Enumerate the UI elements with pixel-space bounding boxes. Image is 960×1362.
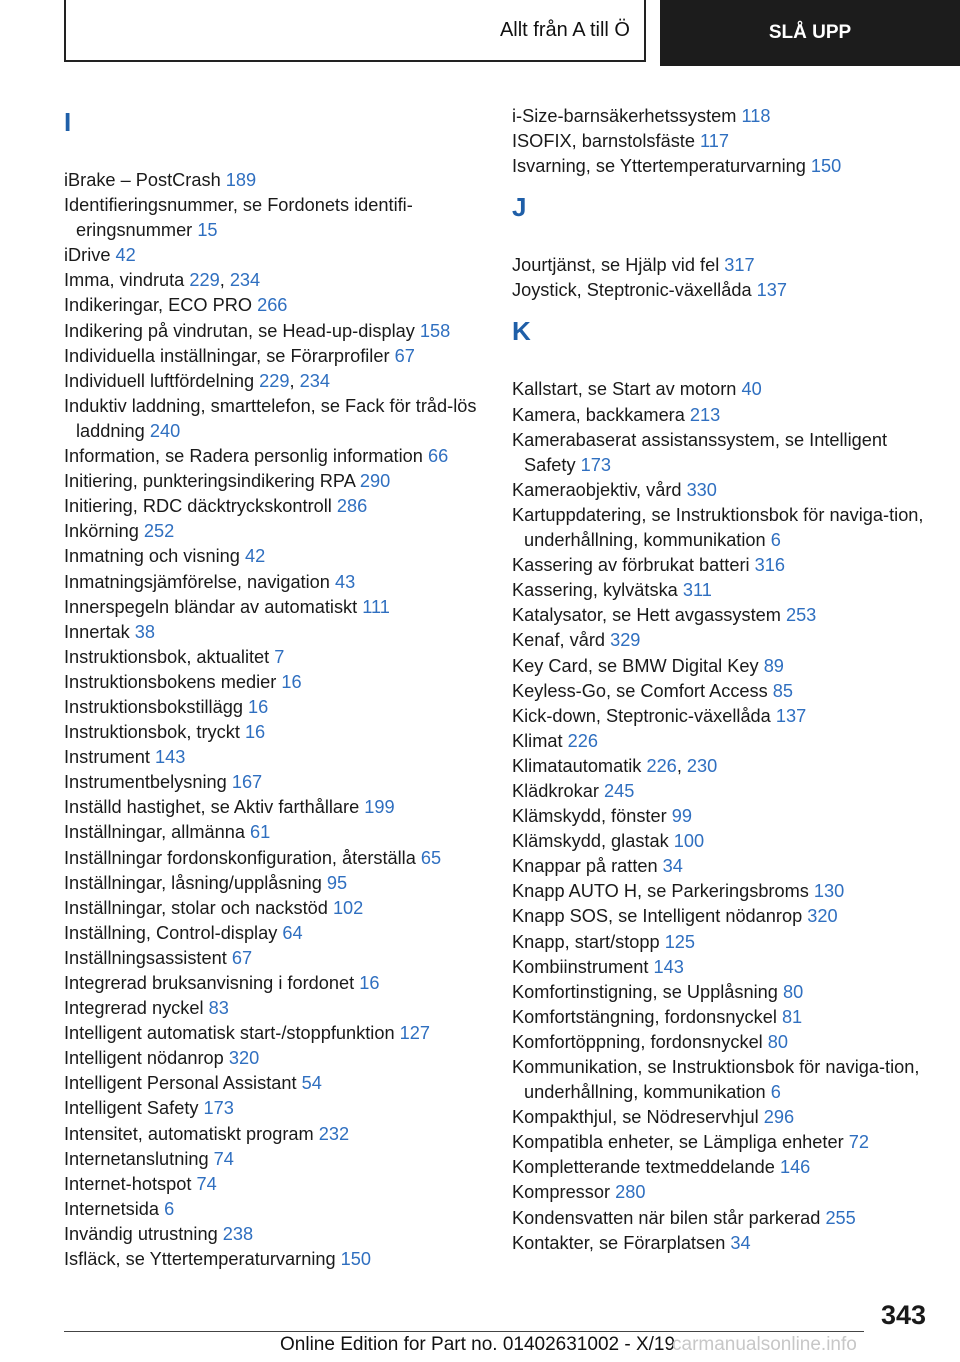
page-link[interactable]: 316	[754, 555, 785, 576]
index-entry	[512, 129, 932, 154]
page-link[interactable]: 34	[662, 856, 683, 877]
index-entry	[64, 1197, 484, 1222]
page-number: 343	[880, 1300, 926, 1330]
page-link[interactable]: 320	[807, 906, 838, 927]
index-entry	[64, 745, 484, 770]
index-entry	[64, 1096, 484, 1121]
entry-text: Instruktionsbokens medier	[64, 671, 277, 692]
entry-text: Kallstart, se Start av motorn	[512, 379, 737, 400]
entry-text: Integrerad nyckel	[64, 998, 204, 1019]
index-entry	[512, 679, 932, 704]
page-link[interactable]: 42	[115, 245, 136, 266]
page-link[interactable]: 173	[203, 1098, 234, 1119]
entry-text: Intelligent nödanrop	[64, 1048, 224, 1069]
page-link[interactable]: 240	[149, 420, 181, 441]
entry-text: Instruktionsbok, aktualitet	[64, 646, 270, 667]
page-link[interactable]: 61	[250, 822, 271, 843]
entry-text: Individuella inställningar, se Förarprofiler	[64, 345, 390, 366]
entry-text: Innerspegeln bländar av automatiskt	[64, 596, 358, 617]
entry-text: Keyless-Go, se Comfort Access	[512, 680, 768, 701]
page-link[interactable]: 6	[164, 1198, 175, 1219]
entry-text: Inställningsassistent	[64, 947, 227, 968]
footer-divider	[64, 1331, 864, 1332]
index-entry	[64, 670, 484, 695]
page-link[interactable]: 213	[689, 404, 721, 425]
index-entry	[512, 428, 932, 478]
index-entry	[512, 729, 932, 754]
entry-text: Instruktionsbok, tryckt	[64, 722, 240, 743]
page-link[interactable]: 238	[222, 1223, 254, 1244]
entry-text: Kenaf, vård	[512, 630, 606, 651]
index-section	[512, 317, 932, 1255]
page-link[interactable]: 38	[134, 621, 156, 642]
index-entry	[64, 971, 484, 996]
page-link[interactable]: 245	[604, 780, 635, 801]
index-entry	[64, 1247, 484, 1272]
entry-text: Intelligent automatisk start-/stoppfunktion	[64, 1023, 395, 1044]
index-entry	[64, 268, 484, 293]
entry-text: Inkörning	[64, 521, 139, 542]
page-link[interactable]: 74	[213, 1148, 234, 1169]
page-link[interactable]: 16	[248, 696, 269, 717]
entry-text: Invändig utrustning	[64, 1223, 218, 1244]
page-link[interactable]: 66	[427, 446, 449, 467]
index-entry	[512, 654, 932, 679]
page-link[interactable]: 99	[671, 806, 692, 827]
page-link[interactable]: 125	[664, 931, 696, 952]
page-link[interactable]: 317	[724, 255, 755, 276]
index-entry	[512, 1105, 932, 1130]
entry-text: Kamerabaserat assistanssystem, se Intelligent Safety	[512, 429, 888, 475]
entry-text: Klämskydd, glastak	[512, 831, 669, 852]
entry-text: Imma, vindruta	[64, 270, 185, 291]
page-link[interactable]: 67	[394, 345, 415, 366]
index-entry	[64, 1021, 484, 1046]
entry-text: Knapp AUTO H, se Parkeringsbroms	[512, 881, 809, 902]
entry-text: Kontakter, se Förarplatsen	[512, 1232, 726, 1253]
index-entry	[512, 1030, 932, 1055]
entry-text: Knappar på ratten	[512, 856, 658, 877]
watermark: carmanualsonline.info	[672, 1334, 857, 1355]
page-link[interactable]: 72	[848, 1132, 869, 1153]
entry-text: Komfortstängning, fordonsnyckel	[512, 1006, 777, 1027]
entry-text: Kondensvatten när bilen står parkerad	[512, 1207, 821, 1228]
index-entry	[64, 544, 484, 569]
entry-text: Integrerad bruksanvisning i fordonet	[64, 973, 355, 993]
entry-text: Kassering av förbrukat batteri	[512, 555, 750, 576]
page-link[interactable]: 234	[229, 270, 261, 291]
entry-text: Internetanslutning	[64, 1148, 209, 1169]
index-entry	[64, 494, 484, 519]
entry-text: Individuell luftfördelning	[64, 370, 255, 391]
entry-text: Information, se Radera personlig information	[64, 446, 423, 467]
index-entry	[512, 1155, 932, 1180]
entry-text: Identifieringsnummer, se Fordonets identifi‐eringsnummer	[64, 195, 413, 241]
page-link[interactable]: 150	[810, 156, 842, 177]
entry-text: Instruktionsbokstillägg	[64, 696, 243, 717]
page-link[interactable]: 16	[281, 671, 302, 692]
index-entry	[64, 519, 484, 544]
index-entry	[512, 578, 932, 603]
entry-text: Komfortöppning, fordonsnyckel	[512, 1031, 763, 1052]
index-entry	[64, 193, 484, 243]
entry-text: ISOFIX, barnstolsfäste	[512, 131, 695, 152]
page-link[interactable]: 320	[228, 1048, 260, 1069]
entry-text: Inställningar, allmänna	[64, 822, 245, 843]
page-link[interactable]: 7	[274, 646, 285, 667]
entry-text: Indikeringar, ECO PRO	[64, 295, 253, 316]
entry-text: Indikering på vindrutan, se Head-up-display	[64, 320, 415, 341]
index-entry	[64, 720, 484, 745]
page-link[interactable]: 83	[208, 998, 229, 1019]
page-link[interactable]: 280	[615, 1182, 646, 1203]
index-entry	[64, 570, 484, 595]
page-link[interactable]: 226	[567, 730, 598, 751]
page-link[interactable]: 330	[686, 479, 717, 500]
index-entry	[512, 403, 932, 428]
entry-text: Isfläck, se Yttertemperaturvarning	[64, 1249, 336, 1270]
index-entry	[64, 695, 484, 720]
index-entry	[512, 930, 932, 955]
page-link[interactable]: 40	[741, 379, 762, 400]
entry-text: Klimat	[512, 730, 563, 751]
index-section	[512, 193, 932, 303]
page-link[interactable]: 290	[359, 471, 391, 492]
entry-text: Inställningar fordonskonfiguration, återställa	[64, 847, 416, 868]
index-entry	[512, 704, 932, 729]
page-link[interactable]: 253	[785, 605, 817, 626]
index-entry	[64, 444, 484, 469]
index-entry	[512, 1055, 932, 1105]
index-entry	[64, 469, 484, 494]
page-link[interactable]: 229	[189, 270, 220, 291]
page-separator: ,	[289, 370, 300, 391]
page-link[interactable]: 226	[646, 755, 677, 776]
index-entry	[512, 754, 932, 779]
index-entry	[512, 503, 932, 553]
index-entry	[512, 628, 932, 653]
index-entry	[512, 980, 932, 1005]
index-entry	[512, 804, 932, 829]
index-entry	[64, 1147, 484, 1172]
entry-text: Inmatningsjämförelse, navigation	[64, 571, 330, 592]
entry-text: Kamera, backkamera	[512, 404, 685, 425]
index-column-left	[64, 104, 484, 1272]
entry-text: Kompletterande textmeddelande	[512, 1157, 775, 1178]
page-link[interactable]: 255	[825, 1207, 856, 1228]
index-entry	[512, 278, 932, 303]
entry-text: i-Size-barnsäkerhetssystem	[512, 106, 737, 126]
index-entry	[512, 104, 932, 129]
entry-text: Klimatautomatik	[512, 755, 642, 776]
page-link[interactable]: 34	[730, 1232, 751, 1253]
page-link[interactable]: 85	[772, 680, 794, 701]
entry-text: Inmatning och visning	[64, 546, 240, 567]
page-link[interactable]: 146	[779, 1157, 811, 1178]
index-entry	[64, 795, 484, 820]
page-link[interactable]: 234	[299, 370, 330, 391]
entry-text: Kameraobjektiv, vård	[512, 479, 682, 500]
page-link[interactable]: 137	[775, 705, 807, 726]
page-link[interactable]: 230	[686, 755, 718, 776]
section-letter: I	[64, 107, 72, 137]
page-link[interactable]: 81	[781, 1006, 803, 1027]
entry-text: Instrumentbelysning	[64, 772, 227, 793]
index-entry	[64, 645, 484, 670]
page-link[interactable]: 100	[673, 831, 705, 852]
entry-text: Kassering, kylvätska	[512, 580, 678, 601]
page-link[interactable]: 64	[282, 922, 303, 943]
page-link[interactable]: 311	[682, 580, 712, 601]
page-link[interactable]: 111	[362, 596, 390, 617]
index-entry	[512, 879, 932, 904]
page-link[interactable]: 89	[763, 655, 784, 676]
page-link[interactable]: 229	[259, 370, 290, 391]
entry-text: Klämskydd, fönster	[512, 806, 667, 827]
index-entry	[512, 1180, 932, 1205]
index-entry	[64, 1222, 484, 1247]
entry-text: Kartuppdatering, se Instruktionsbok för naviga‐tion, underhållning, kommunikation	[512, 504, 924, 551]
index-entry	[512, 377, 932, 402]
page-link[interactable]: 143	[653, 956, 684, 977]
tab-lookup[interactable]: SLÅ UPP	[660, 0, 960, 66]
index-entry	[64, 1172, 484, 1197]
page-link[interactable]: 42	[244, 546, 266, 567]
page-link[interactable]: 127	[399, 1023, 431, 1044]
index-column-right	[512, 104, 932, 1256]
index-entry	[64, 319, 484, 344]
entry-text: Knapp, start/stopp	[512, 931, 660, 952]
section-letter: K	[512, 316, 531, 347]
page-link[interactable]: 189	[225, 170, 257, 190]
index-entry	[512, 478, 932, 503]
page-link[interactable]: 150	[340, 1249, 372, 1270]
index-entry	[512, 1231, 932, 1256]
page-link[interactable]: 6	[770, 1082, 781, 1103]
index-entry	[512, 904, 932, 929]
entry-text: Initiering, punkteringsindikering RPA	[64, 471, 355, 492]
page-link[interactable]: 67	[231, 947, 253, 968]
entry-text: Inställningar, stolar och nackstöd	[64, 897, 328, 918]
page-link[interactable]: 173	[580, 454, 611, 475]
entry-text: Inställd hastighet, se Aktiv farthållare	[64, 797, 360, 818]
index-section	[512, 104, 932, 179]
page-link[interactable]: 266	[257, 295, 288, 316]
page-link[interactable]: 74	[196, 1173, 217, 1194]
page-link[interactable]: 80	[767, 1031, 789, 1052]
footer-edition: Online Edition for Part no. 01402631002 - X/19	[280, 1334, 676, 1355]
entry-text: Kompressor	[512, 1182, 611, 1203]
entry-text: Innertak	[64, 621, 130, 642]
index-entry	[64, 820, 484, 845]
index-entry	[512, 1130, 932, 1155]
index-entry	[64, 896, 484, 921]
index-entry	[64, 344, 484, 369]
entry-text: Komfortinstigning, se Upplåsning	[512, 981, 778, 1002]
index-entry	[64, 1071, 484, 1096]
entry-text: Inställning, Control-display	[64, 922, 278, 943]
page-link[interactable]: 286	[336, 496, 368, 517]
index-entry	[64, 243, 484, 268]
entry-text: Isvarning, se Yttertemperaturvarning	[512, 156, 806, 177]
page-link[interactable]: 143	[154, 747, 186, 768]
entry-text: iDrive	[64, 245, 111, 266]
index-entry	[512, 1005, 932, 1030]
page-separator: ,	[676, 755, 687, 776]
entry-text: Intensitet, automatiskt program	[64, 1123, 314, 1144]
page-link[interactable]: 130	[813, 881, 845, 902]
entry-text: Induktiv laddning, smarttelefon, se Fack för tråd‐lös laddning	[64, 395, 477, 441]
entry-text: Inställningar, låsning/upplåsning	[64, 872, 322, 893]
index-entry	[64, 595, 484, 620]
index-entry	[512, 854, 932, 879]
index-entry	[64, 996, 484, 1021]
page-link[interactable]: 65	[420, 847, 442, 868]
page-separator: ,	[219, 270, 230, 291]
page-link[interactable]: 199	[364, 797, 395, 818]
page-link[interactable]: 296	[763, 1107, 795, 1128]
page-link[interactable]: 16	[359, 973, 380, 993]
page-link[interactable]: 80	[782, 981, 804, 1002]
index-entry	[64, 394, 484, 444]
index-entry	[64, 946, 484, 971]
entry-text: Internet-hotspot	[64, 1173, 192, 1194]
entry-text: Intelligent Safety	[64, 1098, 199, 1119]
index-entry	[64, 369, 484, 394]
entry-text: Initiering, RDC däcktryckskontroll	[64, 496, 332, 517]
index-entry	[512, 603, 932, 628]
page-link[interactable]: 15	[197, 220, 218, 241]
index-section	[64, 108, 484, 1272]
page-link[interactable]: 232	[318, 1123, 350, 1144]
page-link[interactable]: 167	[231, 772, 263, 793]
index-entry	[512, 779, 932, 804]
entry-text: Kommunikation, se Instruktionsbok för naviga‐tion, underhållning, kommunikation	[512, 1057, 920, 1103]
entry-text: iBrake – PostCrash	[64, 170, 221, 190]
page-link[interactable]: 137	[756, 280, 787, 301]
index-entry	[64, 1046, 484, 1071]
page-link[interactable]: 117	[700, 131, 730, 152]
entry-text: Key Card, se BMW Digital Key	[512, 655, 759, 676]
index-entry	[64, 620, 484, 645]
page-link[interactable]: 252	[143, 521, 175, 542]
page-link[interactable]: 329	[610, 630, 641, 651]
index-entry	[512, 154, 932, 179]
entry-text: Instrument	[64, 747, 150, 768]
page-link[interactable]: 158	[419, 320, 451, 341]
entry-text: Joystick, Steptronic-växellåda	[512, 280, 752, 301]
page-link[interactable]: 43	[334, 571, 356, 592]
index-entry	[512, 553, 932, 578]
index-entry	[512, 829, 932, 854]
index-entry	[64, 1122, 484, 1147]
index-entry	[512, 253, 932, 278]
index-entry	[64, 293, 484, 318]
tab-a-to-o[interactable]: Allt från A till Ö	[64, 0, 646, 62]
entry-text: Kompatibla enheter, se Lämpliga enheter	[512, 1132, 844, 1153]
top-navigation	[64, 0, 960, 66]
page-link[interactable]: 54	[301, 1073, 322, 1094]
entry-text: Intelligent Personal Assistant	[64, 1073, 297, 1094]
section-letter: J	[512, 192, 527, 223]
entry-text: Internetsida	[64, 1198, 160, 1219]
entry-text: Kombiinstrument	[512, 956, 649, 977]
entry-text: Jourtjänst, se Hjälp vid fel	[512, 255, 720, 276]
page-link[interactable]: 6	[770, 530, 781, 551]
page-link[interactable]: 16	[244, 722, 266, 743]
index-entry	[64, 846, 484, 871]
entry-text: Klädkrokar	[512, 780, 599, 801]
index-entry	[64, 168, 484, 193]
entry-text: Kick-down, Steptronic-växellåda	[512, 705, 771, 726]
entry-text: Katalysator, se Hett avgassystem	[512, 605, 781, 626]
entry-text: Kompakthjul, se Nödreservhjul	[512, 1107, 759, 1128]
page-link[interactable]: 95	[326, 872, 348, 893]
index-entry	[64, 871, 484, 896]
entry-text: Knapp SOS, se Intelligent nödanrop	[512, 906, 803, 927]
index-entry	[64, 921, 484, 946]
page-link[interactable]: 118	[741, 106, 771, 126]
index-entry	[512, 955, 932, 980]
index-entry	[512, 1206, 932, 1231]
index-entry	[64, 770, 484, 795]
page-link[interactable]: 102	[332, 897, 364, 918]
